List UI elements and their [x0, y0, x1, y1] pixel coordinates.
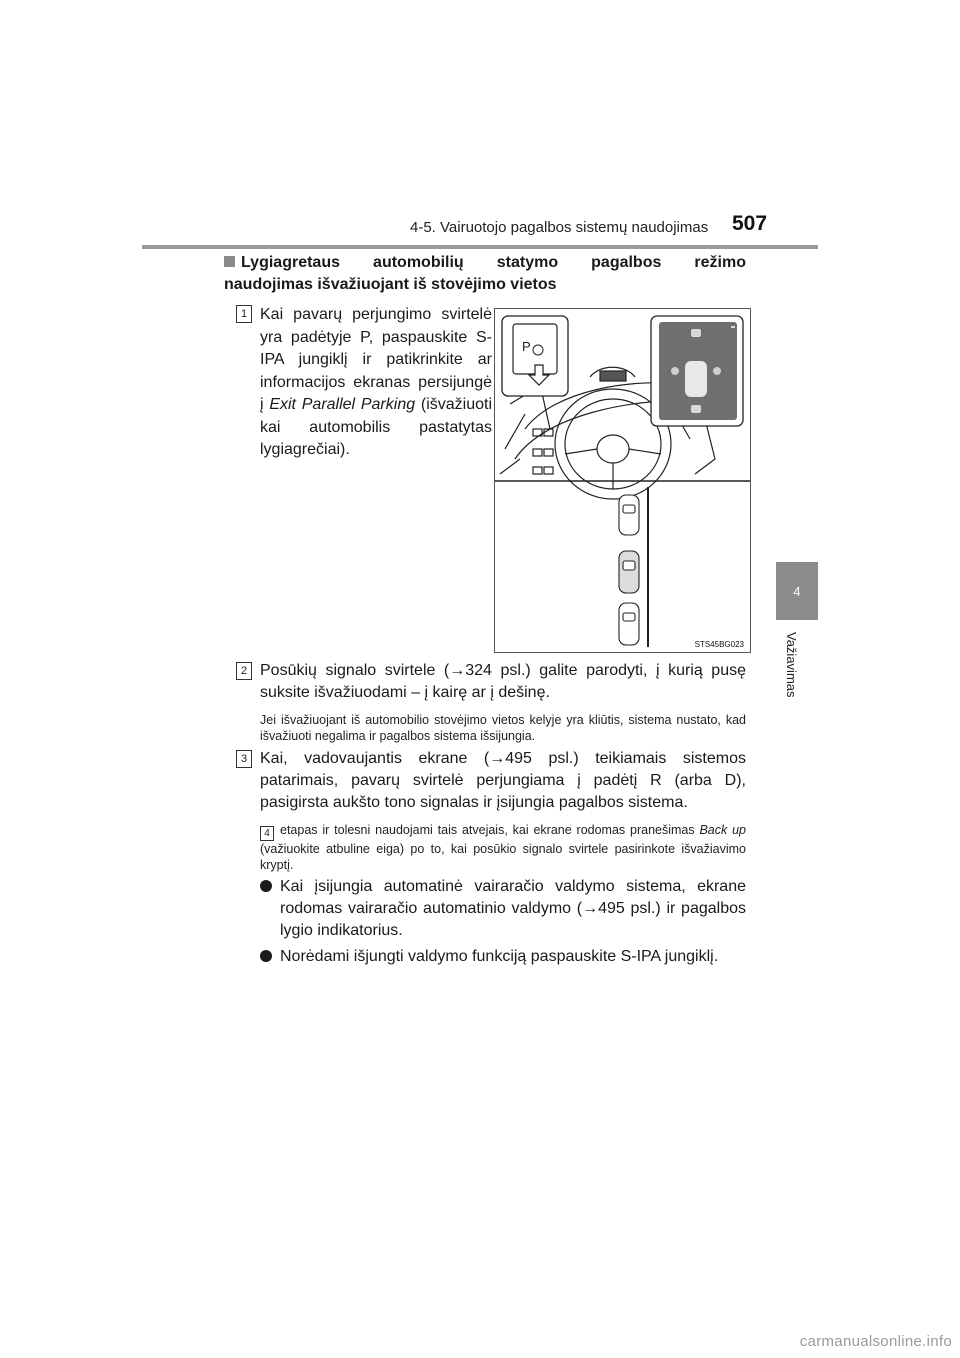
page-number: 507: [732, 212, 768, 235]
step-1-text-part2: (išvažiuoti kai automobilis pastatytas lygiagrečiai).: [260, 396, 492, 458]
section-title-line2: naudojimas išvažiuojant iš stovėjimo vietos: [224, 276, 557, 293]
watermark: carmanualsonline.info: [799, 1333, 952, 1350]
step-3-text: Kai, vadovaujantis ekrane (→495 psl.) teikiamais sistemos patarimais, pavarų svirtelė perjungiama į padėtį R (arba D), pasigirsta aukšto tono signalas ir įsijungia pagalbos sistema.: [260, 750, 746, 811]
step-number-1: 1: [236, 305, 252, 323]
step-3-note-part2: (važiuokite atbuline eiga) po to, kai posūkio signalo svirtele pasirinkote išvažiavimo kryptį.: [260, 842, 746, 872]
section-square-icon: [224, 256, 235, 267]
step-3-note-part1: etapas ir tolesni naudojami tais atvejais, kai ekrane rodomas pranešimas: [280, 823, 700, 837]
section-title-line1: Lygiagretaus automobilių statymo pagalbos režimo: [241, 254, 746, 271]
bullet-2-text: Norėdami išjungti valdymo funkciją paspauskite S-IPA jungiklį.: [280, 948, 719, 965]
figure-illustration: [494, 308, 751, 653]
step-1-text: [260, 304, 492, 462]
header-title: 4-5. Vairuotojo pagalbos sistemų naudojimas: [410, 219, 709, 236]
chapter-label: Važiavimas: [784, 632, 799, 698]
chapter-number: 4: [793, 583, 801, 599]
step-4-reference: 4: [260, 826, 274, 841]
bullet-dot-icon: [260, 950, 272, 962]
section-title: [224, 252, 746, 296]
step-2-note: Jei išvažiuojant iš automobilio stovėjimo vietos kelyje yra kliūtis, sistema nustato, kad išvažiuoti negalima ir pagalbos sistema išsijungia.: [260, 713, 746, 743]
step-3-note-italic: Back up: [699, 823, 747, 837]
bullet-1-text: Kai įsijungia automatinė vairaračio valdymo sistema, ekrane rodomas vairaračio automatinio valdymo (→495 psl.) ir pagalbos lygio indikatorius.: [280, 878, 746, 939]
step-number-2: 2: [236, 662, 252, 680]
figure-code: STS45BG023: [694, 640, 744, 649]
bullet-item-2: [260, 946, 746, 968]
bullet-dot-icon: [260, 880, 272, 892]
step-3-note: [260, 822, 746, 873]
step-1-text-italic: Exit Parallel Parking: [269, 396, 416, 413]
switch-label: P: [522, 339, 531, 354]
chapter-tab: [776, 562, 818, 620]
step-1-text-part1: Kai pavarų perjungimo svirtelė yra padėtyje P, paspauskite S-IPA jungiklį ir patikrinkite ar informacijos ekranas persijungė į: [260, 306, 492, 413]
figure-drawing: [495, 309, 750, 652]
header-rule: [142, 245, 818, 249]
bullet-item-1: [260, 876, 746, 942]
step-number-3: 3: [236, 750, 252, 768]
step-2-text: Posūkių signalo svirtele (→324 psl.) galite parodyti, į kurią pusę suksite išvažiuodami – į kairę ar į dešinę.: [260, 662, 746, 701]
